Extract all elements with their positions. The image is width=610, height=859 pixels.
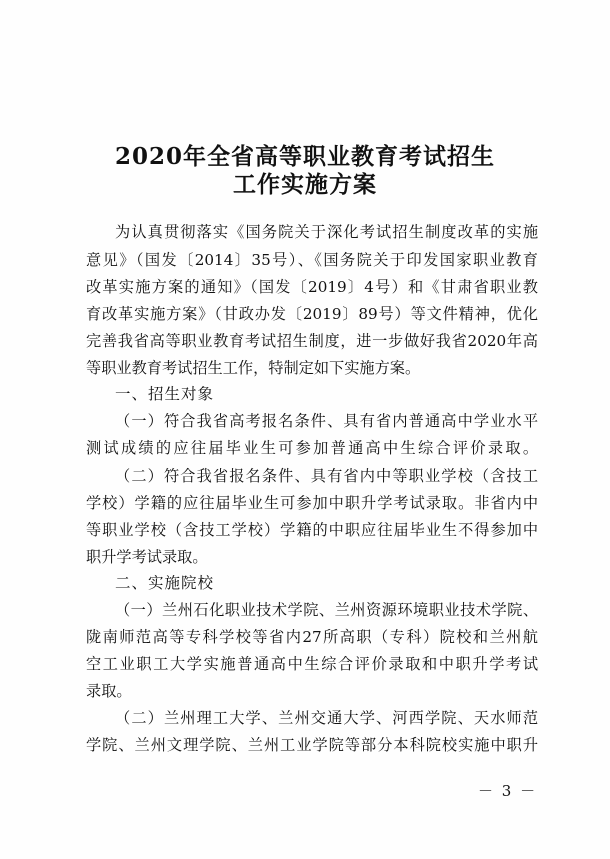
document-title-line-2: 工作实施方案 [233,171,377,198]
body-line: （二）符合我省报名条件、具有省内中等职业学校（含技工 [115,467,538,485]
body-line: 录取。 [86,682,132,700]
body-line: 空工业职工大学实施普通高中生综合评价录取和中职升学考试 [86,655,538,673]
body-line: 为认真贯彻落实《国务院关于深化考试招生制度改革的实施 [115,223,538,241]
body-line: 意见》（国发〔2014〕35号）、《国务院关于印发国家职业教育 [86,251,538,269]
body-line: 陇南师范高等专科学校等省内27所高职（专科）院校和兰州航 [86,628,538,646]
body-line: 育改革实施方案》（甘政办发〔2019〕89号）等文件精神，优化 [86,305,538,323]
body-line: 等职业教育考试招生工作，特制定如下实施方案。 [86,359,421,377]
body-line: 完善我省高等职业教育考试招生制度，进一步做好我省2020年高 [86,332,538,350]
body-line: 改革实施方案的通知》（国发〔2019〕4号）和《甘肃省职业教 [86,278,538,296]
section-heading: 一、招生对象 [115,385,215,403]
body-line: （一）符合我省高考报名条件、具有省内普通高中学业水平 [115,412,538,430]
body-line: 测试成绩的应往届毕业生可参加普通高中生综合评价录取。 [86,439,538,457]
body-line: 学院、兰州文理学院、兰州工业学院等部分本科院校实施中职升 [86,736,538,754]
page-number: － 3 － [478,782,538,800]
body-line: 职升学考试录取。 [86,548,208,566]
body-line: 等职业学校（含技工学校）学籍的中职应往届毕业生不得参加中 [86,521,538,539]
body-line: 学校）学籍的应往届毕业生可参加中职升学考试录取。非省内中 [86,494,538,512]
document-title-line-1: 2020年全省高等职业教育考试招生 [114,143,495,170]
body-line: （二）兰州理工大学、兰州交通大学、河西学院、天水师范 [115,709,538,727]
section-heading: 二、实施院校 [115,574,215,592]
body-line: （一）兰州石化职业技术学院、兰州资源环境职业技术学院、 [115,601,538,619]
